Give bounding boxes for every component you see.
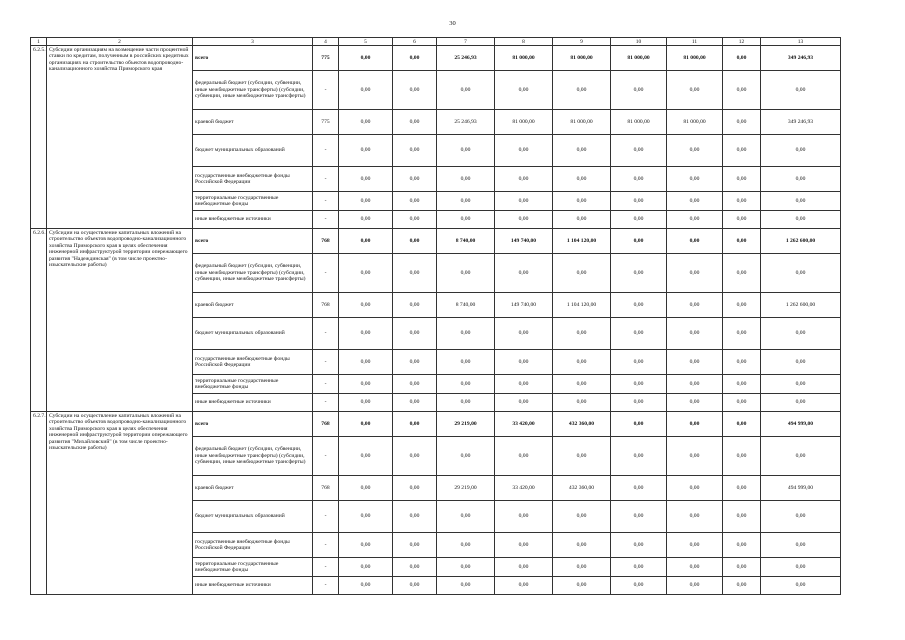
amount-cell: 0,00 bbox=[723, 475, 761, 500]
amount-cell: 0,00 bbox=[339, 437, 393, 476]
amount-cell: 0,00 bbox=[723, 558, 761, 576]
amount-cell: 494 999,00 bbox=[761, 475, 841, 500]
funding-source: всего bbox=[193, 46, 313, 71]
amount-cell: 0,00 bbox=[667, 576, 723, 594]
amount-cell: 0,00 bbox=[761, 375, 841, 393]
amount-cell: 0,00 bbox=[393, 292, 437, 317]
column-number: 6 bbox=[393, 38, 437, 46]
amount-cell: 0,00 bbox=[611, 501, 667, 533]
amount-cell: 0,00 bbox=[495, 210, 553, 228]
amount-cell: 0,00 bbox=[339, 501, 393, 533]
amount-cell: 432 360,00 bbox=[553, 475, 611, 500]
column-number: 2 bbox=[47, 38, 193, 46]
amount-cell: 0,00 bbox=[495, 576, 553, 594]
funding-source: краевой бюджет bbox=[193, 475, 313, 500]
amount-cell: 0,00 bbox=[667, 375, 723, 393]
amount-cell: 0,00 bbox=[437, 501, 495, 533]
amount-cell: 0,00 bbox=[339, 228, 393, 253]
amount-cell: 0,00 bbox=[553, 192, 611, 210]
amount-cell: 0,00 bbox=[393, 501, 437, 533]
amount-cell: 0,00 bbox=[553, 576, 611, 594]
amount-cell: 0,00 bbox=[761, 254, 841, 293]
amount-cell: 0,00 bbox=[437, 437, 495, 476]
funding-source: всего bbox=[193, 411, 313, 436]
amount-cell: 0,00 bbox=[723, 350, 761, 375]
column-number: 7 bbox=[437, 38, 495, 46]
amount-cell: 0,00 bbox=[393, 558, 437, 576]
amount-cell: 0,00 bbox=[667, 135, 723, 167]
amount-cell: 0,00 bbox=[437, 393, 495, 411]
funding-source: краевой бюджет bbox=[193, 110, 313, 135]
grbs-code-cell: 768 bbox=[313, 292, 339, 317]
amount-cell: 81 000,00 bbox=[553, 110, 611, 135]
amount-cell: 0,00 bbox=[437, 254, 495, 293]
amount-cell: 29 219,00 bbox=[437, 411, 495, 436]
grbs-code-cell: - bbox=[313, 135, 339, 167]
amount-cell: 0,00 bbox=[495, 375, 553, 393]
amount-cell: 494 999,00 bbox=[761, 411, 841, 436]
amount-cell: 0,00 bbox=[393, 350, 437, 375]
amount-cell: 0,00 bbox=[723, 254, 761, 293]
amount-cell: 0,00 bbox=[667, 411, 723, 436]
funding-source: иные внебюджетные источники bbox=[193, 393, 313, 411]
amount-cell: 0,00 bbox=[611, 318, 667, 350]
amount-cell: 0,00 bbox=[553, 437, 611, 476]
item-title: Субсидии организациям на возмещение части процентной ставки по кредитам, полученным в российских кредитных организациях на строительство объектов водопроводно-канализационного хозяйства Приморского края bbox=[47, 46, 193, 229]
amount-cell: 0,00 bbox=[667, 210, 723, 228]
funding-source: федеральный бюджет (субсидии, субвенции, иные межбюджетные трансферты) (субсидии, субвенции, иные межбюджетные трансферты) bbox=[193, 437, 313, 476]
column-number: 5 bbox=[339, 38, 393, 46]
grbs-code-cell: - bbox=[313, 318, 339, 350]
amount-cell: 0,00 bbox=[761, 558, 841, 576]
funding-source: краевой бюджет bbox=[193, 292, 313, 317]
funding-source: федеральный бюджет (субсидии, субвенции, иные межбюджетные трансферты) (субсидии, субвенции, иные межбюджетные трансферты) bbox=[193, 71, 313, 110]
column-number: 13 bbox=[761, 38, 841, 46]
amount-cell: 349 246,93 bbox=[761, 46, 841, 71]
amount-cell: 0,00 bbox=[553, 501, 611, 533]
amount-cell: 0,00 bbox=[723, 110, 761, 135]
column-number: 12 bbox=[723, 38, 761, 46]
amount-cell: 0,00 bbox=[667, 292, 723, 317]
amount-cell: 0,00 bbox=[437, 350, 495, 375]
item-title: Субсидии на осуществление капитальных вложений на строительство объектов водопроводно-канализационного хозяйства Приморского края в целях обеспечения инженерной инфраструктурой территории опережающего развития "Надеждинская" (в том числе проектно-изыскательские работы) bbox=[47, 228, 193, 411]
amount-cell: 8 740,00 bbox=[437, 292, 495, 317]
amount-cell: 0,00 bbox=[667, 228, 723, 253]
amount-cell: 0,00 bbox=[339, 558, 393, 576]
amount-cell: 0,00 bbox=[761, 318, 841, 350]
amount-cell: 0,00 bbox=[553, 393, 611, 411]
amount-cell: 0,00 bbox=[761, 135, 841, 167]
amount-cell: 0,00 bbox=[611, 292, 667, 317]
amount-cell: 0,00 bbox=[761, 576, 841, 594]
grbs-code-cell: - bbox=[313, 167, 339, 192]
amount-cell: 0,00 bbox=[723, 393, 761, 411]
amount-cell: 0,00 bbox=[667, 533, 723, 558]
grbs-code-cell: - bbox=[313, 192, 339, 210]
amount-cell: 0,00 bbox=[339, 475, 393, 500]
table-row-total bbox=[31, 411, 841, 436]
amount-cell: 0,00 bbox=[667, 437, 723, 476]
funding-source: бюджет муниципальных образований bbox=[193, 318, 313, 350]
amount-cell: 0,00 bbox=[723, 318, 761, 350]
amount-cell: 0,00 bbox=[393, 110, 437, 135]
amount-cell: 0,00 bbox=[553, 167, 611, 192]
column-number: 3 bbox=[193, 38, 313, 46]
amount-cell: 0,00 bbox=[611, 393, 667, 411]
amount-cell: 0,00 bbox=[553, 135, 611, 167]
grbs-code-cell: - bbox=[313, 350, 339, 375]
amount-cell: 0,00 bbox=[667, 192, 723, 210]
amount-cell: 81 000,00 bbox=[495, 46, 553, 71]
amount-cell: 0,00 bbox=[339, 71, 393, 110]
amount-cell: 0,00 bbox=[339, 393, 393, 411]
amount-cell: 0,00 bbox=[761, 437, 841, 476]
grbs-code-cell: - bbox=[313, 71, 339, 110]
amount-cell: 0,00 bbox=[393, 228, 437, 253]
grbs-code-cell: 768 bbox=[313, 411, 339, 436]
amount-cell: 0,00 bbox=[495, 437, 553, 476]
grbs-code-cell: - bbox=[313, 501, 339, 533]
amount-cell: 29 219,00 bbox=[437, 475, 495, 500]
funding-source: территориальные государственные внебюджетные фонды bbox=[193, 558, 313, 576]
amount-cell: 0,00 bbox=[553, 318, 611, 350]
amount-cell: 1 262 600,00 bbox=[761, 292, 841, 317]
amount-cell: 0,00 bbox=[553, 254, 611, 293]
amount-cell: 0,00 bbox=[437, 135, 495, 167]
amount-cell: 0,00 bbox=[437, 318, 495, 350]
column-number: 9 bbox=[553, 38, 611, 46]
amount-cell: 0,00 bbox=[437, 167, 495, 192]
column-number: 4 bbox=[313, 38, 339, 46]
amount-cell: 0,00 bbox=[723, 292, 761, 317]
amount-cell: 0,00 bbox=[393, 411, 437, 436]
amount-cell: 432 360,00 bbox=[553, 411, 611, 436]
amount-cell: 0,00 bbox=[611, 558, 667, 576]
amount-cell: 0,00 bbox=[611, 192, 667, 210]
amount-cell: 0,00 bbox=[495, 192, 553, 210]
amount-cell: 0,00 bbox=[339, 210, 393, 228]
item-code: 6.2.6. bbox=[31, 228, 47, 411]
grbs-code-cell: - bbox=[313, 576, 339, 594]
amount-cell: 0,00 bbox=[723, 135, 761, 167]
amount-cell: 0,00 bbox=[393, 167, 437, 192]
amount-cell: 0,00 bbox=[611, 135, 667, 167]
amount-cell: 1 104 120,00 bbox=[553, 228, 611, 253]
amount-cell: 0,00 bbox=[723, 192, 761, 210]
amount-cell: 0,00 bbox=[339, 254, 393, 293]
item-title: Субсидии на осуществление капитальных вложений на строительство объектов водопроводно-канализационного хозяйства Приморского края в целях обеспечения инженерной инфраструктурой территории опережающего развития "Михайловский" (в том числе проектно-изыскательские работы) bbox=[47, 411, 193, 594]
funding-source: государственные внебюджетные фонды Российской Федерации bbox=[193, 167, 313, 192]
amount-cell: 0,00 bbox=[723, 46, 761, 71]
amount-cell: 0,00 bbox=[611, 375, 667, 393]
budget-table-body bbox=[31, 38, 841, 595]
funding-source: государственные внебюджетные фонды Российской Федерации bbox=[193, 533, 313, 558]
amount-cell: 0,00 bbox=[553, 210, 611, 228]
amount-cell: 0,00 bbox=[339, 292, 393, 317]
amount-cell: 0,00 bbox=[611, 254, 667, 293]
amount-cell: 81 000,00 bbox=[667, 46, 723, 71]
amount-cell: 0,00 bbox=[339, 576, 393, 594]
amount-cell: 0,00 bbox=[761, 501, 841, 533]
amount-cell: 349 246,93 bbox=[761, 110, 841, 135]
budget-table bbox=[30, 37, 841, 595]
funding-source: иные внебюджетные источники bbox=[193, 576, 313, 594]
amount-cell: 0,00 bbox=[761, 192, 841, 210]
amount-cell: 0,00 bbox=[723, 533, 761, 558]
amount-cell: 0,00 bbox=[761, 393, 841, 411]
amount-cell: 0,00 bbox=[495, 71, 553, 110]
amount-cell: 0,00 bbox=[723, 167, 761, 192]
amount-cell: 0,00 bbox=[667, 318, 723, 350]
grbs-code-cell: 775 bbox=[313, 46, 339, 71]
amount-cell: 0,00 bbox=[339, 167, 393, 192]
funding-source: федеральный бюджет (субсидии, субвенции, иные межбюджетные трансферты) (субсидии, субвенции, иные межбюджетные трансферты) bbox=[193, 254, 313, 293]
amount-cell: 0,00 bbox=[437, 71, 495, 110]
amount-cell: 0,00 bbox=[495, 167, 553, 192]
amount-cell: 0,00 bbox=[761, 167, 841, 192]
amount-cell: 0,00 bbox=[553, 558, 611, 576]
amount-cell: 0,00 bbox=[393, 192, 437, 210]
amount-cell: 0,00 bbox=[495, 135, 553, 167]
amount-cell: 0,00 bbox=[339, 411, 393, 436]
amount-cell: 0,00 bbox=[611, 437, 667, 476]
amount-cell: 0,00 bbox=[611, 475, 667, 500]
amount-cell: 0,00 bbox=[339, 533, 393, 558]
amount-cell: 0,00 bbox=[611, 533, 667, 558]
amount-cell: 0,00 bbox=[393, 46, 437, 71]
amount-cell: 0,00 bbox=[723, 71, 761, 110]
grbs-code-cell: 768 bbox=[313, 228, 339, 253]
amount-cell: 1 262 600,00 bbox=[761, 228, 841, 253]
amount-cell: 0,00 bbox=[339, 46, 393, 71]
amount-cell: 0,00 bbox=[611, 350, 667, 375]
amount-cell: 0,00 bbox=[437, 533, 495, 558]
funding-source: иные внебюджетные источники bbox=[193, 210, 313, 228]
amount-cell: 0,00 bbox=[761, 533, 841, 558]
amount-cell: 0,00 bbox=[667, 501, 723, 533]
amount-cell: 0,00 bbox=[667, 167, 723, 192]
amount-cell: 81 000,00 bbox=[553, 46, 611, 71]
column-number: 11 bbox=[667, 38, 723, 46]
amount-cell: 25 246,93 bbox=[437, 46, 495, 71]
amount-cell: 0,00 bbox=[393, 533, 437, 558]
amount-cell: 0,00 bbox=[553, 375, 611, 393]
amount-cell: 0,00 bbox=[339, 350, 393, 375]
amount-cell: 33 420,00 bbox=[495, 411, 553, 436]
amount-cell: 0,00 bbox=[339, 110, 393, 135]
amount-cell: 149 740,00 bbox=[495, 228, 553, 253]
amount-cell: 0,00 bbox=[495, 318, 553, 350]
amount-cell: 0,00 bbox=[723, 375, 761, 393]
amount-cell: 0,00 bbox=[667, 71, 723, 110]
amount-cell: 0,00 bbox=[495, 501, 553, 533]
amount-cell: 0,00 bbox=[667, 350, 723, 375]
amount-cell: 0,00 bbox=[393, 475, 437, 500]
amount-cell: 81 000,00 bbox=[611, 110, 667, 135]
amount-cell: 0,00 bbox=[611, 228, 667, 253]
amount-cell: 8 740,00 bbox=[437, 228, 495, 253]
amount-cell: 0,00 bbox=[437, 210, 495, 228]
amount-cell: 0,00 bbox=[393, 135, 437, 167]
amount-cell: 0,00 bbox=[339, 192, 393, 210]
amount-cell: 81 000,00 bbox=[495, 110, 553, 135]
amount-cell: 0,00 bbox=[667, 558, 723, 576]
amount-cell: 0,00 bbox=[553, 350, 611, 375]
table-row-total bbox=[31, 46, 841, 71]
amount-cell: 0,00 bbox=[761, 71, 841, 110]
amount-cell: 0,00 bbox=[339, 318, 393, 350]
column-number-row bbox=[31, 38, 841, 46]
amount-cell: 0,00 bbox=[495, 558, 553, 576]
amount-cell: 0,00 bbox=[723, 210, 761, 228]
funding-source: бюджет муниципальных образований bbox=[193, 135, 313, 167]
amount-cell: 0,00 bbox=[723, 411, 761, 436]
amount-cell: 0,00 bbox=[393, 71, 437, 110]
amount-cell: 0,00 bbox=[611, 210, 667, 228]
grbs-code-cell: - bbox=[313, 437, 339, 476]
grbs-code-cell: - bbox=[313, 375, 339, 393]
amount-cell: 0,00 bbox=[437, 576, 495, 594]
item-code: 6.2.7. bbox=[31, 411, 47, 594]
funding-source: бюджет муниципальных образований bbox=[193, 501, 313, 533]
amount-cell: 0,00 bbox=[611, 576, 667, 594]
amount-cell: 0,00 bbox=[723, 437, 761, 476]
amount-cell: 0,00 bbox=[393, 318, 437, 350]
amount-cell: 0,00 bbox=[495, 533, 553, 558]
amount-cell: 81 000,00 bbox=[667, 110, 723, 135]
column-number: 10 bbox=[611, 38, 667, 46]
amount-cell: 0,00 bbox=[393, 576, 437, 594]
amount-cell: 0,00 bbox=[437, 375, 495, 393]
amount-cell: 81 000,00 bbox=[611, 46, 667, 71]
amount-cell: 0,00 bbox=[393, 210, 437, 228]
amount-cell: 0,00 bbox=[495, 254, 553, 293]
funding-source: территориальные государственные внебюджетные фонды bbox=[193, 375, 313, 393]
grbs-code-cell: - bbox=[313, 393, 339, 411]
table-row-total bbox=[31, 228, 841, 253]
item-code: 6.2.5. bbox=[31, 46, 47, 229]
funding-source: территориальные государственные внебюджетные фонды bbox=[193, 192, 313, 210]
grbs-code-cell: 768 bbox=[313, 475, 339, 500]
amount-cell: 0,00 bbox=[667, 475, 723, 500]
amount-cell: 0,00 bbox=[339, 135, 393, 167]
amount-cell: 0,00 bbox=[667, 393, 723, 411]
grbs-code-cell: - bbox=[313, 533, 339, 558]
amount-cell: 0,00 bbox=[611, 411, 667, 436]
grbs-code-cell: - bbox=[313, 558, 339, 576]
amount-cell: 0,00 bbox=[611, 71, 667, 110]
amount-cell: 0,00 bbox=[495, 393, 553, 411]
amount-cell: 0,00 bbox=[339, 375, 393, 393]
grbs-code-cell: 775 bbox=[313, 110, 339, 135]
amount-cell: 0,00 bbox=[723, 501, 761, 533]
amount-cell: 0,00 bbox=[393, 437, 437, 476]
column-number: 8 bbox=[495, 38, 553, 46]
amount-cell: 0,00 bbox=[437, 558, 495, 576]
amount-cell: 0,00 bbox=[553, 71, 611, 110]
amount-cell: 0,00 bbox=[723, 228, 761, 253]
amount-cell: 1 104 120,00 bbox=[553, 292, 611, 317]
amount-cell: 0,00 bbox=[761, 210, 841, 228]
amount-cell: 0,00 bbox=[393, 375, 437, 393]
amount-cell: 0,00 bbox=[495, 350, 553, 375]
amount-cell: 0,00 bbox=[553, 533, 611, 558]
amount-cell: 33 420,00 bbox=[495, 475, 553, 500]
page-number: 30 bbox=[449, 20, 456, 27]
amount-cell: 0,00 bbox=[437, 192, 495, 210]
grbs-code-cell: - bbox=[313, 210, 339, 228]
column-number: 1 bbox=[31, 38, 47, 46]
amount-cell: 0,00 bbox=[393, 254, 437, 293]
amount-cell: 0,00 bbox=[667, 254, 723, 293]
funding-source: государственные внебюджетные фонды Российской Федерации bbox=[193, 350, 313, 375]
amount-cell: 149 740,00 bbox=[495, 292, 553, 317]
amount-cell: 25 246,93 bbox=[437, 110, 495, 135]
funding-source: всего bbox=[193, 228, 313, 253]
amount-cell: 0,00 bbox=[723, 576, 761, 594]
grbs-code-cell: - bbox=[313, 254, 339, 293]
amount-cell: 0,00 bbox=[611, 167, 667, 192]
amount-cell: 0,00 bbox=[393, 393, 437, 411]
amount-cell: 0,00 bbox=[761, 350, 841, 375]
